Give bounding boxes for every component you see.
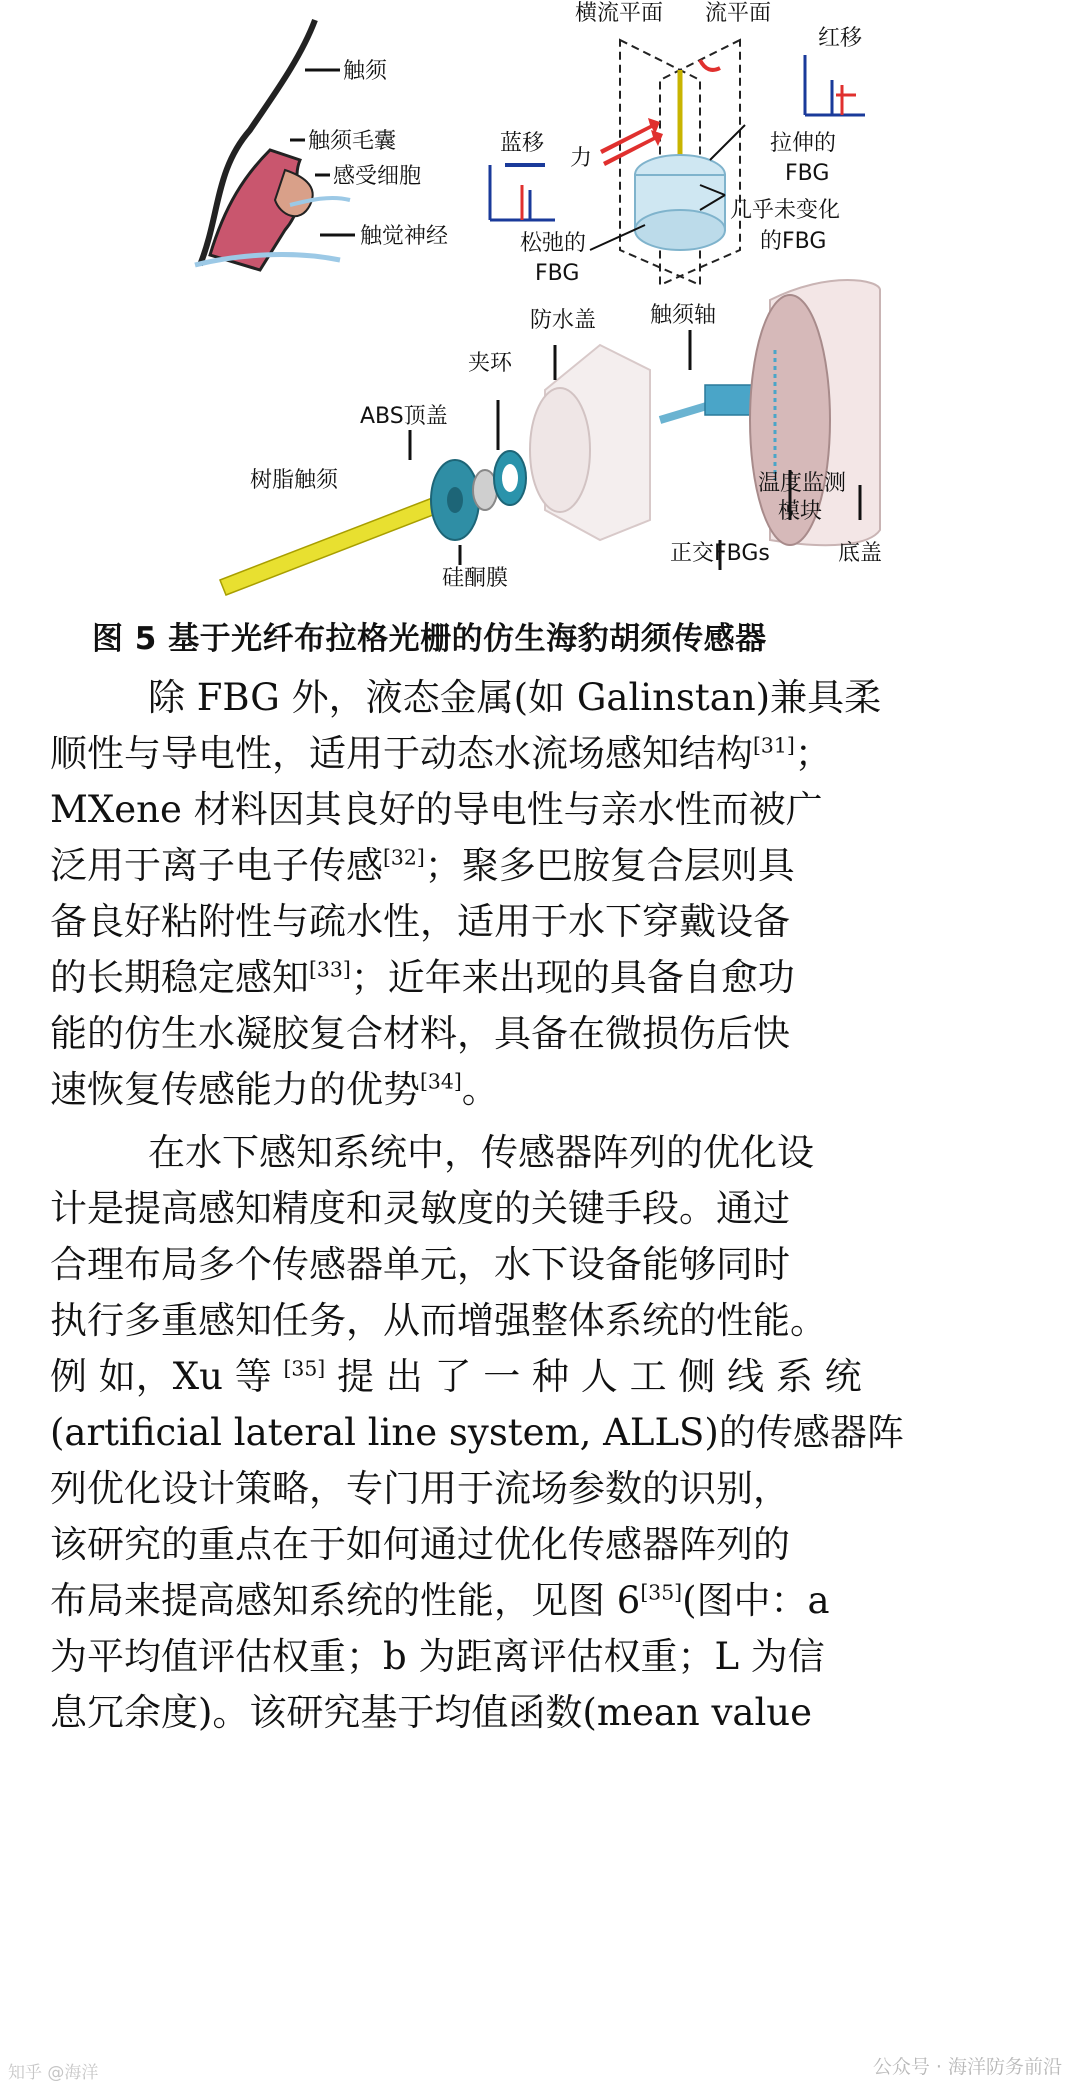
label-temp-module-2: 模块 [778,499,823,524]
label-fbg-unchanged: 的FBG [760,229,827,254]
label-abs-cap: ABS顶盖 [360,404,448,429]
label-follicle: 触须毛囊 [308,129,397,154]
p1-line-2: 顺性与导电性，适用于动态水流场感知结构[31]； [50,732,832,775]
label-silicone: 硅酮膜 [442,566,509,591]
figure-caption: 图 5 基于光纤布拉格光栅的仿生海豹胡须传感器 [92,621,767,657]
p1-line-1: 除 FBG 外，液态金属(如 Galinstan)兼具柔 [148,676,882,719]
figure-illustration [0,0,1080,600]
p2-line-2: 计是提高感知精度和灵敏度的关键手段。通过 [50,1187,790,1230]
p2-line-10: 为平均值评估权重；b 为距离评估权重；L 为信 [50,1635,825,1678]
paragraph-1 [50,670,1034,1118]
label-receptor: 感受细胞 [333,164,422,189]
p1-line-3: MXene 材料因其良好的导电性与亲水性而被广 [50,788,823,831]
figure-5 [0,0,1080,600]
label-stretched: 拉伸的 [770,131,837,156]
p2-line-6: (artificial lateral line system, ALLS)的传感器阵 [50,1411,904,1454]
label-blueshift: 蓝移 [500,131,545,156]
label-cover: 防水盖 [530,308,597,333]
label-relaxed: 松弛的 [520,231,587,256]
label-fbg-relaxed: FBG [535,261,580,286]
p2-line-11: 息冗余度)。该研究基于均值函数(mean value [50,1691,813,1734]
p1-line-4: 泛用于离子电子传感[32]；聚多巴胺复合层则具 [50,844,795,887]
label-fbg-stretched: FBG [785,161,830,186]
p2-line-9: 布局来提高感知系统的性能，见图 6[35](图中：a [50,1579,830,1622]
p2-line-8: 该研究的重点在于如何通过优化传感器阵列的 [50,1523,790,1566]
watermark: 公众号 · 海洋防务前沿 [872,2056,1062,2078]
p1-line-5: 备良好粘附性与疏水性，适用于水下穿戴设备 [50,900,790,943]
p2-line-3: 合理布局多个传感器单元，水下设备能够同时 [50,1243,790,1286]
label-axis: 触须轴 [650,303,717,328]
p1-line-8: 速恢复传感能力的优势[34]。 [50,1068,499,1111]
label-unchanged: 几乎未变化 [730,198,841,223]
label-resin-whisker: 树脂触须 [250,468,339,493]
label-whisker: 触须 [343,59,388,84]
p2-line-7: 列优化设计策略，专门用于流场参数的识别， [50,1467,790,1510]
p1-line-7: 能的仿生水凝胶复合材料，具备在微损伤后快 [50,1012,790,1055]
label-ortho-fbgs: 正交FBGs [670,541,770,566]
corner-mark: 知乎 @海洋 [8,2063,99,2083]
label-base-cap: 底盖 [838,541,883,566]
label-temp-module-1: 温度监测 [758,471,847,496]
label-force: 力 [570,146,593,171]
label-nerve: 触觉神经 [360,224,449,249]
p2-line-4: 执行多重感知任务，从而增强整体系统的性能。 [50,1299,827,1342]
label-redshift: 红移 [818,26,863,51]
p2-line-1: 在水下感知系统中，传感器阵列的优化设 [148,1131,814,1174]
label-cross-plane: 横流平面 [575,1,664,26]
label-flow-plane: 流平面 [705,1,772,26]
p2-line-5: 例 如，Xu 等 [35] 提 出 了 一 种 人 工 侧 线 系 统 [50,1355,862,1398]
p1-line-6: 的长期稳定感知[33]；近年来出现的具备自愈功 [50,956,795,999]
label-clamp: 夹环 [468,351,513,376]
paragraph-2 [50,1125,1034,1741]
